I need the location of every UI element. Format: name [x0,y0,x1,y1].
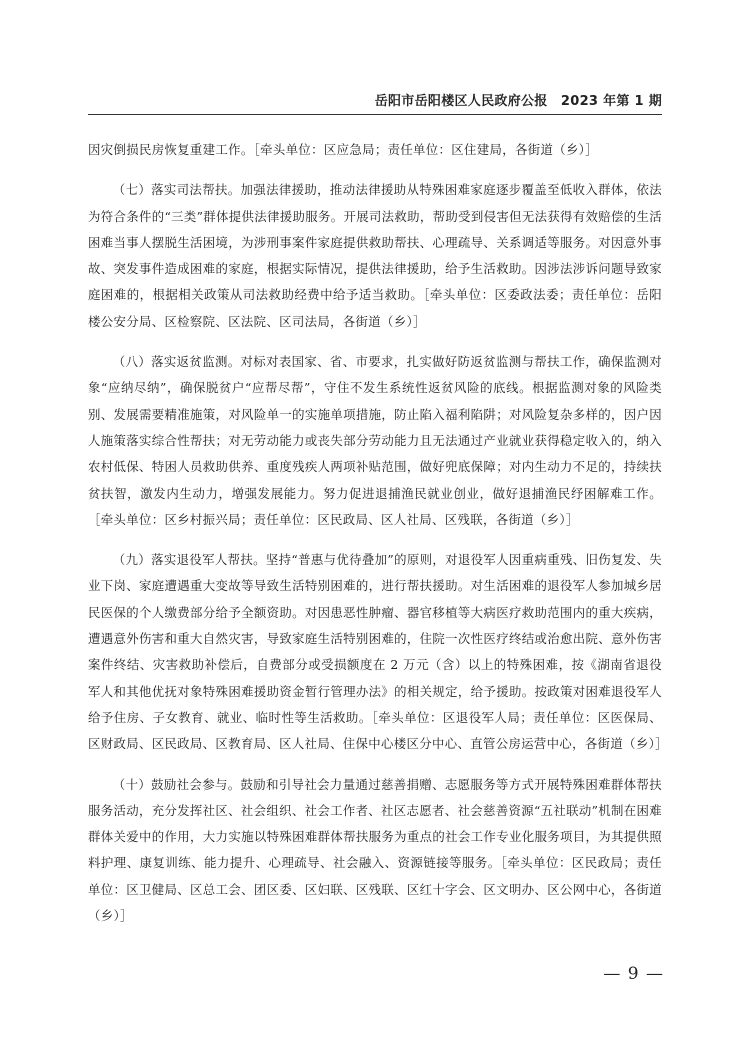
paragraph-veteran-assistance: （九）落实退役军人帮扶。坚持“普惠与优待叠加”的原则，对退役军人因重病重残、旧伤复发、失业下岗、家庭遭遇重大变故等导致生活特别困难的，进行帮扶援助。对生活困难的退役军人参加城乡居民医保的个人缴费部分给予全额资助。对因患恶性肿瘤、器官移植等大病医疗救助范围内的重大疾病，遭遇意外伤害和重大自然灾害，导致家庭生活特别困难的，住院一次性医疗终结或治愈出院、意外伤害案件终结、灾害救助补偿后，自费部分或受损额度在 2 万元（含）以上的特殊困难，按《湖南省退役军人和其他优抚对象特殊困难援助资金暂行管理办法》的相关规定，给予援助。按政策对困难退役军人给予住房、子女教育、就业、临时性等生活救助。［牵头单位：区退役军人局；责任单位：区医保局、区财政局、区民政局、区教育局、区人社局、住保中心楼区分中心、直管公房运营中心，各街道（乡）］ [88,552,668,752]
paragraph-continuation: 因灾倒损民房恢复重建工作。［牵头单位：区应急局；责任单位：区住建局，各街道（乡）］ [88,142,598,157]
paragraph-poverty-monitoring: （八）落实返贫监测。对标对表国家、省、市要求，扎实做好防返贫监测与帮扶工作，确保监测对象“应纳尽纳”，确保脱贫户“应帮尽帮”，守住不发生系统性返贫风险的底线。根据监测对象的风险类别、发展需要精准施策，对风险单一的实施单项措施，防止陷入福利陷阱；对风险复杂多样的，因户因人施策落实综合性帮扶；对无劳动能力或丧失部分劳动能力且无法通过产业就业获得稳定收入的，纳入农村低保、特困人员救助供养、重度残疾人两项补贴范围，做好兜底保障；对内生动力不足的，持续扶贫扶智，激发内生动力，增强发展能力。努力促进退捕渔民就业创业，做好退捕渔民纾困解难工作。［牵头单位：区乡村振兴局；责任单位：区民政局、区人社局、区残联，各街道（乡）］ [88,354,662,527]
paragraph-social-participation: （十）鼓励社会参与。鼓励和引导社会力量通过慈善捐赠、志愿服务等方式开展特殊困难群体帮扶服务活动，充分发挥社区、社会组织、社会工作者、社区志愿者、社会慈善资源“五社联动”机制在困难群体关爱中的作用，大力实施以特殊困难群体帮扶服务为重点的社会工作专业化服务项目，为其提供照料护理、康复训练、能力提升、心理疏导、社会融入、资源链接等服务。［牵头单位：区民政局；责任单位：区卫健局、区总工会、团区委、区妇联、区残联、区红十字会、区文明办、区公网中心，各街道（乡）］ [88,776,662,924]
header-title: 岳阳市岳阳楼区人民政府公报 2023 年第 1 期 [374,94,662,109]
page-header [88,90,662,115]
paragraph-judicial-assistance: （七）落实司法帮扶。加强法律援助，推动法律援助从特殊困难家庭逐步覆盖至低收入群体，依法为符合条件的“三类”群体提供法律援助服务。开展司法救助，帮助受到侵害但无法获得有效赔偿的生活困难当事人摆脱生活困境，为涉刑事案件家庭提供救助帮扶、心理疏导、关系调适等服务。对因意外事故、突发事件造成困难的家庭，根据实际情况，提供法律援助，给予生活救助。因涉法涉诉问题导致家庭困难的，根据相关政策从司法救助经费中给予适当救助。［牵头单位：区委政法委；责任单位：岳阳楼公安分局、区检察院、区法院、区司法局，各街道（乡）］ [88,182,662,329]
document-body [88,137,668,943]
page-number: — 9 — [603,964,664,984]
